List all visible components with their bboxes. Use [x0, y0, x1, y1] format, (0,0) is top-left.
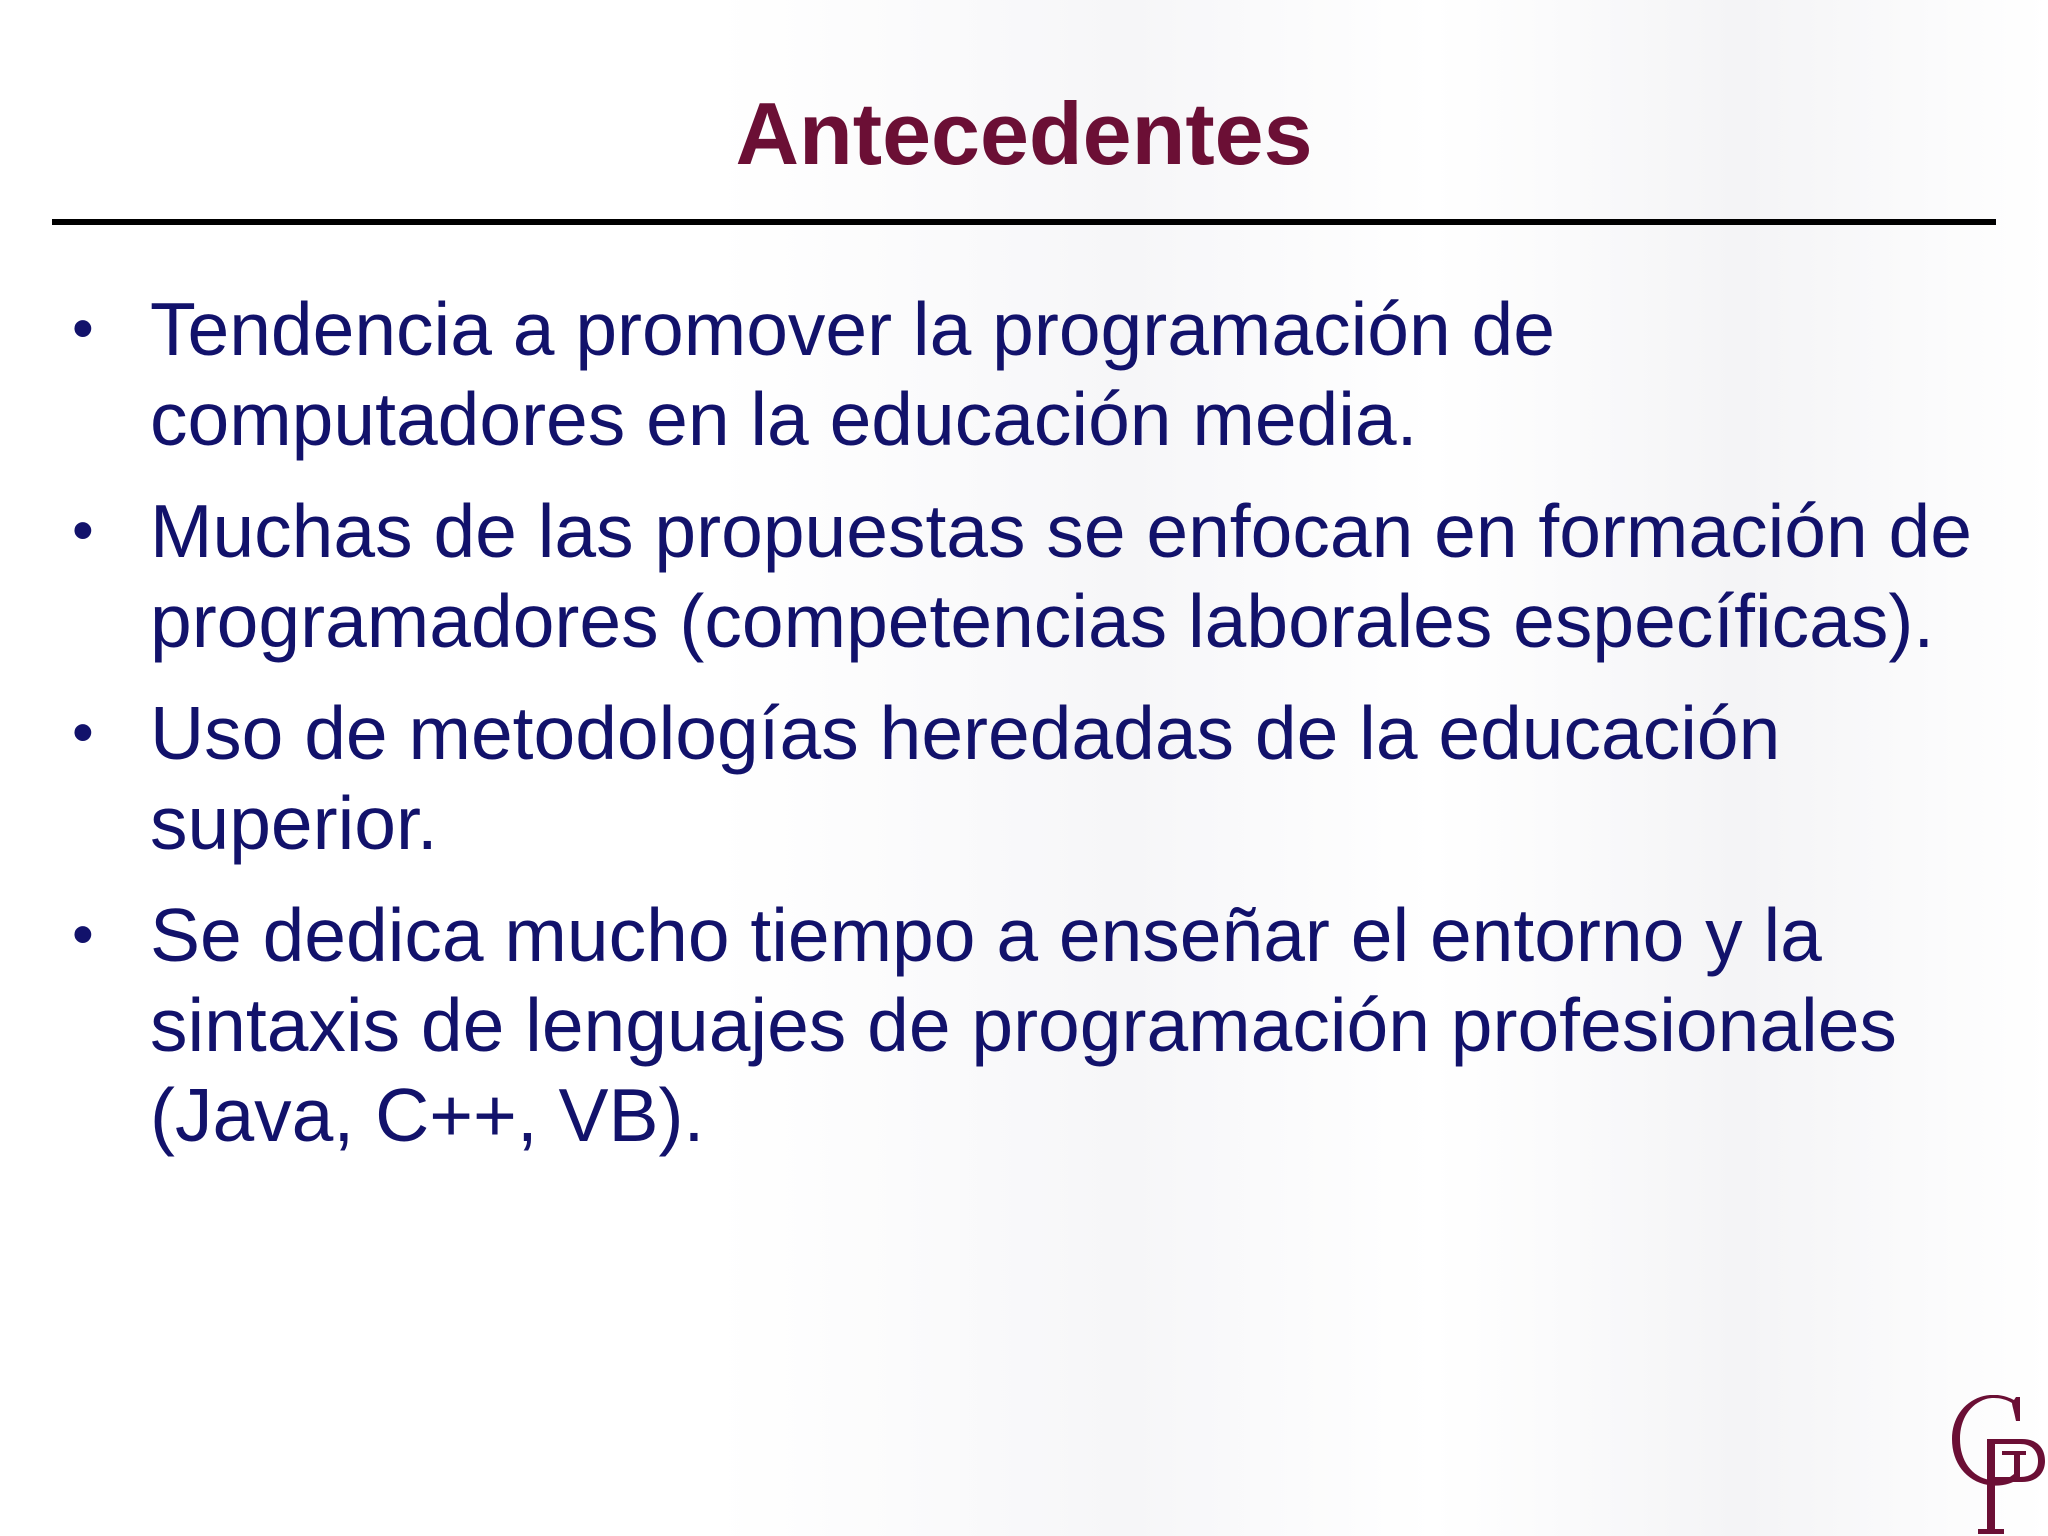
bullet-text: Tendencia a promover la programación de computadores en la educación media. — [150, 287, 1555, 461]
bullet-marker: • — [72, 294, 94, 363]
bullet-text: Muchas de las propuestas se enfocan en formación de programadores (competencias laborales específicas). — [150, 489, 1972, 663]
bullet-text: Uso de metodologías heredadas de la educación superior. — [150, 691, 1781, 865]
bullet-marker: • — [72, 698, 94, 767]
bullet-item — [72, 688, 2012, 868]
bullet-marker: • — [72, 900, 94, 969]
bullet-marker: • — [72, 496, 94, 565]
bullet-item — [72, 890, 2012, 1160]
slide-title: Antecedentes — [735, 84, 1313, 183]
title-divider — [52, 219, 1996, 225]
bullet-list — [72, 284, 2012, 1182]
bullet-item — [72, 486, 2012, 666]
gp-monogram-logo — [1950, 1395, 2046, 1536]
bullet-text: Se dedica mucho tiempo a enseñar el entorno y la sintaxis de lenguajes de programación profesionales (Java, C++, VB). — [150, 893, 1897, 1157]
bullet-item — [72, 284, 2012, 464]
